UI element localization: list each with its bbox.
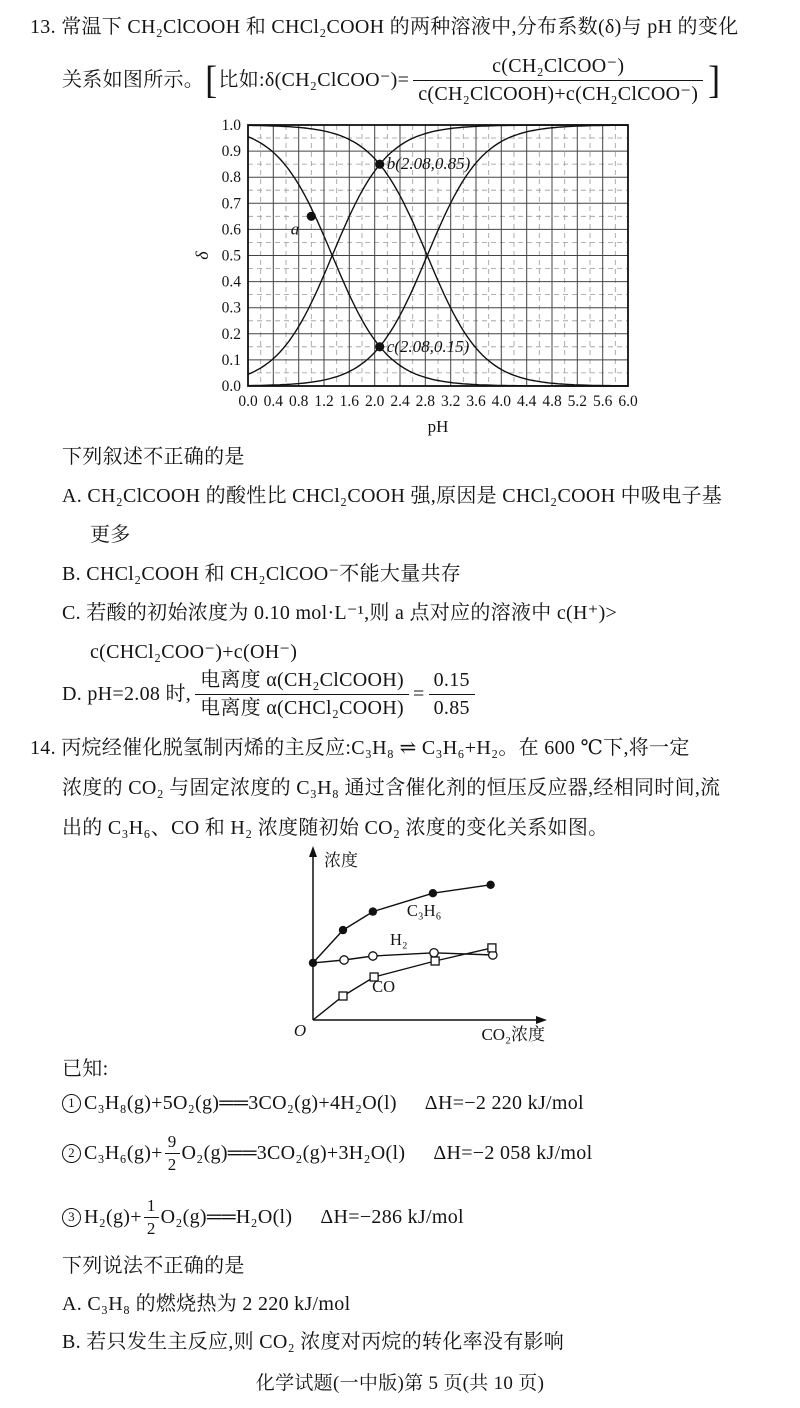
- page-footer-text: 化学试题(一中版)第 5 页(共 10 页): [255, 1373, 545, 1394]
- equation-2-enthalpy: ΔH=−2 058 kJ/mol: [433, 1141, 593, 1164]
- y-tick-label: 0.7: [221, 195, 241, 213]
- q13-option-a-text1: A. CH₂ClCOOH 的酸性比 CHCl₂COOH 强,原因是 CHCl₂COOH 中吸电子基: [62, 485, 723, 507]
- y-axis-arrow: [309, 846, 317, 857]
- q13-line2-prefix: 关系如图所示。: [62, 68, 205, 91]
- fraction-denominator: 0.85: [429, 694, 475, 720]
- q14-equation-1: [62, 1092, 584, 1115]
- q13-definition-fraction: [413, 55, 703, 106]
- q13-option-a-line2: [90, 524, 131, 547]
- q14-option-b-text: B. 若只发生主反应,则 CO₂ 浓度对丙烷的转化率没有影响: [62, 1331, 565, 1353]
- fraction-numerator: 9: [167, 1131, 177, 1151]
- q13-option-b: [62, 563, 461, 586]
- close-bracket: ]: [708, 58, 721, 102]
- q13-option-a-line1: [62, 485, 722, 508]
- circled-number-2: 2: [62, 1144, 81, 1163]
- marker-filled-circle: [486, 881, 494, 889]
- open-bracket: [: [205, 58, 218, 102]
- concentration-chart: [240, 842, 600, 1057]
- q14-equation-3: [62, 1192, 464, 1242]
- marker-open-square: [488, 944, 496, 952]
- y-tick-label: 0.1: [221, 351, 241, 369]
- x-tick-label: 4.4: [517, 393, 537, 410]
- q14-stem-line3: [62, 817, 608, 840]
- x-tick-label: 1.2: [314, 393, 334, 410]
- q14-equation-2: [62, 1128, 592, 1178]
- point-label: b(2.08,0.85): [386, 154, 471, 174]
- data-point: [307, 212, 316, 221]
- y-tick-label: 0.0: [221, 378, 241, 395]
- equals-sign: =: [413, 682, 425, 705]
- x-tick-label: 5.6: [593, 393, 613, 410]
- q13-question-stem-text: 下列叙述不正确的是: [62, 446, 245, 468]
- marker-filled-circle: [339, 926, 347, 934]
- q13-stem-line2: [62, 54, 721, 106]
- x-tick-label: 5.2: [567, 393, 587, 410]
- x-tick-label: 4.0: [491, 393, 511, 410]
- q14-stem-line1-text: 14. 丙烷经催化脱氢制丙烯的主反应:C₃H₈ ⇌ C₃H₆+H₂。在 600 ℃下,将一定: [30, 737, 690, 759]
- q14-stem-line2: [62, 777, 720, 800]
- y-tick-label: 0.6: [221, 221, 241, 239]
- y-tick-label: 0.4: [221, 273, 241, 291]
- data-point: [375, 342, 384, 351]
- equation-3-enthalpy: ΔH=−286 kJ/mol: [320, 1205, 464, 1228]
- x-tick-label: 0.0: [238, 393, 258, 410]
- q14-option-a: [62, 1293, 350, 1316]
- marker-open-circle: [340, 956, 348, 964]
- equation-2-post: O₂(g)══3CO₂(g)+3H₂O(l): [181, 1141, 406, 1164]
- x-tick-label: 2.8: [415, 393, 435, 410]
- x-tick-label: 0.8: [289, 393, 309, 410]
- ionization-degree-fraction: [195, 669, 409, 720]
- origin-label: O: [293, 1021, 307, 1040]
- x-axis-label: pH: [427, 417, 449, 436]
- q14-question-stem: [62, 1255, 245, 1278]
- q14-known-label: [62, 1058, 108, 1081]
- marker-filled-circle: [369, 907, 377, 915]
- x-tick-label: 1.6: [339, 393, 359, 410]
- x-tick-label: 6.0: [618, 393, 638, 410]
- q13-option-a-text2: 更多: [90, 524, 131, 546]
- marker-open-circle: [369, 952, 377, 960]
- q13-option-b-text: B. CHCl₂COOH 和 CH₂ClCOO⁻不能大量共存: [62, 563, 462, 585]
- y-tick-label: 1.0: [221, 117, 241, 134]
- q13-option-c-line2: [90, 641, 297, 664]
- point-label: a: [290, 219, 300, 239]
- x-tick-label: 4.8: [542, 393, 562, 410]
- fraction-denominator: 电离度 α(CHCl₂COOH): [195, 694, 409, 720]
- q13-question-stem: [62, 446, 245, 469]
- delta-ph-chart: [182, 112, 652, 444]
- y-axis-label: δ: [192, 251, 212, 260]
- q14-stem-line3-text: 出的 C₃H₆、CO 和 H₂ 浓度随初始 CO₂ 浓度的变化关系如图。: [62, 817, 609, 839]
- q13-line2-mid: 比如:δ(CH₂ClCOO⁻)=: [218, 68, 410, 91]
- y-tick-label: 0.5: [221, 247, 241, 265]
- equation-3-post: O₂(g)══H₂O(l): [160, 1205, 293, 1228]
- marker-open-circle: [430, 949, 438, 957]
- q13-option-c-text1: C. 若酸的初始浓度为 0.10 mol·L⁻¹,则 a 点对应的溶液中 c(H⁺)>: [62, 602, 618, 624]
- marker-filled-circle: [429, 889, 437, 897]
- q13-stem-line1-text: 13. 常温下 CH₂ClCOOH 和 CHCl₂COOH 的两种溶液中,分布系数(δ)与 pH 的变化: [30, 16, 739, 38]
- q13-stem-line1: [30, 16, 738, 39]
- series-line-0: [313, 885, 491, 963]
- y-tick-label: 0.8: [221, 169, 241, 187]
- circled-number-1: 1: [62, 1094, 81, 1113]
- x-tick-label: 3.6: [466, 393, 486, 410]
- series-label-1: H₂: [390, 930, 408, 950]
- coefficient-fraction: [144, 1196, 159, 1238]
- circled-number-3: 3: [62, 1208, 81, 1227]
- q14-stem-line1: [30, 737, 690, 760]
- equation-1-enthalpy: ΔH=−2 220 kJ/mol: [424, 1092, 584, 1114]
- fraction-denominator: 2: [144, 1217, 159, 1239]
- y-tick-label: 0.9: [221, 143, 241, 161]
- data-point: [375, 160, 384, 169]
- fraction-denominator: c(CH₂ClCOOH)+c(CH₂ClCOO⁻): [413, 80, 703, 106]
- page-footer: [0, 1368, 800, 1395]
- q13-option-d-prefix: D. pH=2.08 时,: [62, 682, 192, 705]
- q14-stem-line2-text: 浓度的 CO₂ 与固定浓度的 C₃H₈ 通过含催化剂的恒压反应器,经相同时间,流: [62, 777, 721, 799]
- q14-option-b: [62, 1331, 564, 1354]
- y-tick-label: 0.2: [221, 325, 241, 343]
- y-axis-label: 浓度: [324, 851, 358, 870]
- q13-option-d: [62, 669, 479, 719]
- fraction-numerator: 电离度 α(CH₂ClCOOH): [200, 668, 404, 691]
- q14-option-a-text: A. C₃H₈ 的燃烧热为 2 220 kJ/mol: [62, 1293, 351, 1315]
- series-label-2: CO: [372, 976, 396, 996]
- coefficient-fraction: [165, 1132, 180, 1174]
- q14-known-label-text: 已知:: [62, 1058, 109, 1080]
- x-tick-label: 0.4: [263, 393, 283, 410]
- q13-option-c-line1: [62, 602, 617, 625]
- q13-option-c-text2: c(CHCl₂COO⁻)+c(OH⁻): [90, 641, 298, 663]
- x-axis-arrow: [536, 1016, 547, 1024]
- equation-1-body: C₃H₈(g)+5O₂(g)══3CO₂(g)+4H₂O(l): [84, 1092, 397, 1114]
- x-axis-label: CO₂浓度: [481, 1025, 545, 1044]
- series-label-0: C₃H₆: [406, 900, 442, 920]
- y-tick-label: 0.3: [221, 299, 241, 317]
- x-tick-label: 2.4: [390, 393, 410, 410]
- fraction-denominator: 2: [165, 1153, 180, 1175]
- x-tick-label: 2.0: [365, 393, 385, 410]
- x-tick-label: 3.2: [441, 393, 461, 410]
- fraction-numerator: c(CH₂ClCOO⁻): [492, 54, 625, 77]
- equation-2-pre: C₃H₆(g)+: [84, 1141, 163, 1164]
- marker-open-square: [339, 992, 347, 1000]
- equation-3-pre: H₂(g)+: [84, 1205, 142, 1228]
- q14-question-stem-text: 下列说法不正确的是: [62, 1255, 245, 1277]
- point-label: c(2.08,0.15): [386, 336, 470, 356]
- fraction-numerator: 0.15: [433, 668, 470, 691]
- fraction-numerator: 1: [146, 1195, 156, 1215]
- marker-open-square: [431, 957, 439, 965]
- ratio-fraction: [429, 669, 475, 720]
